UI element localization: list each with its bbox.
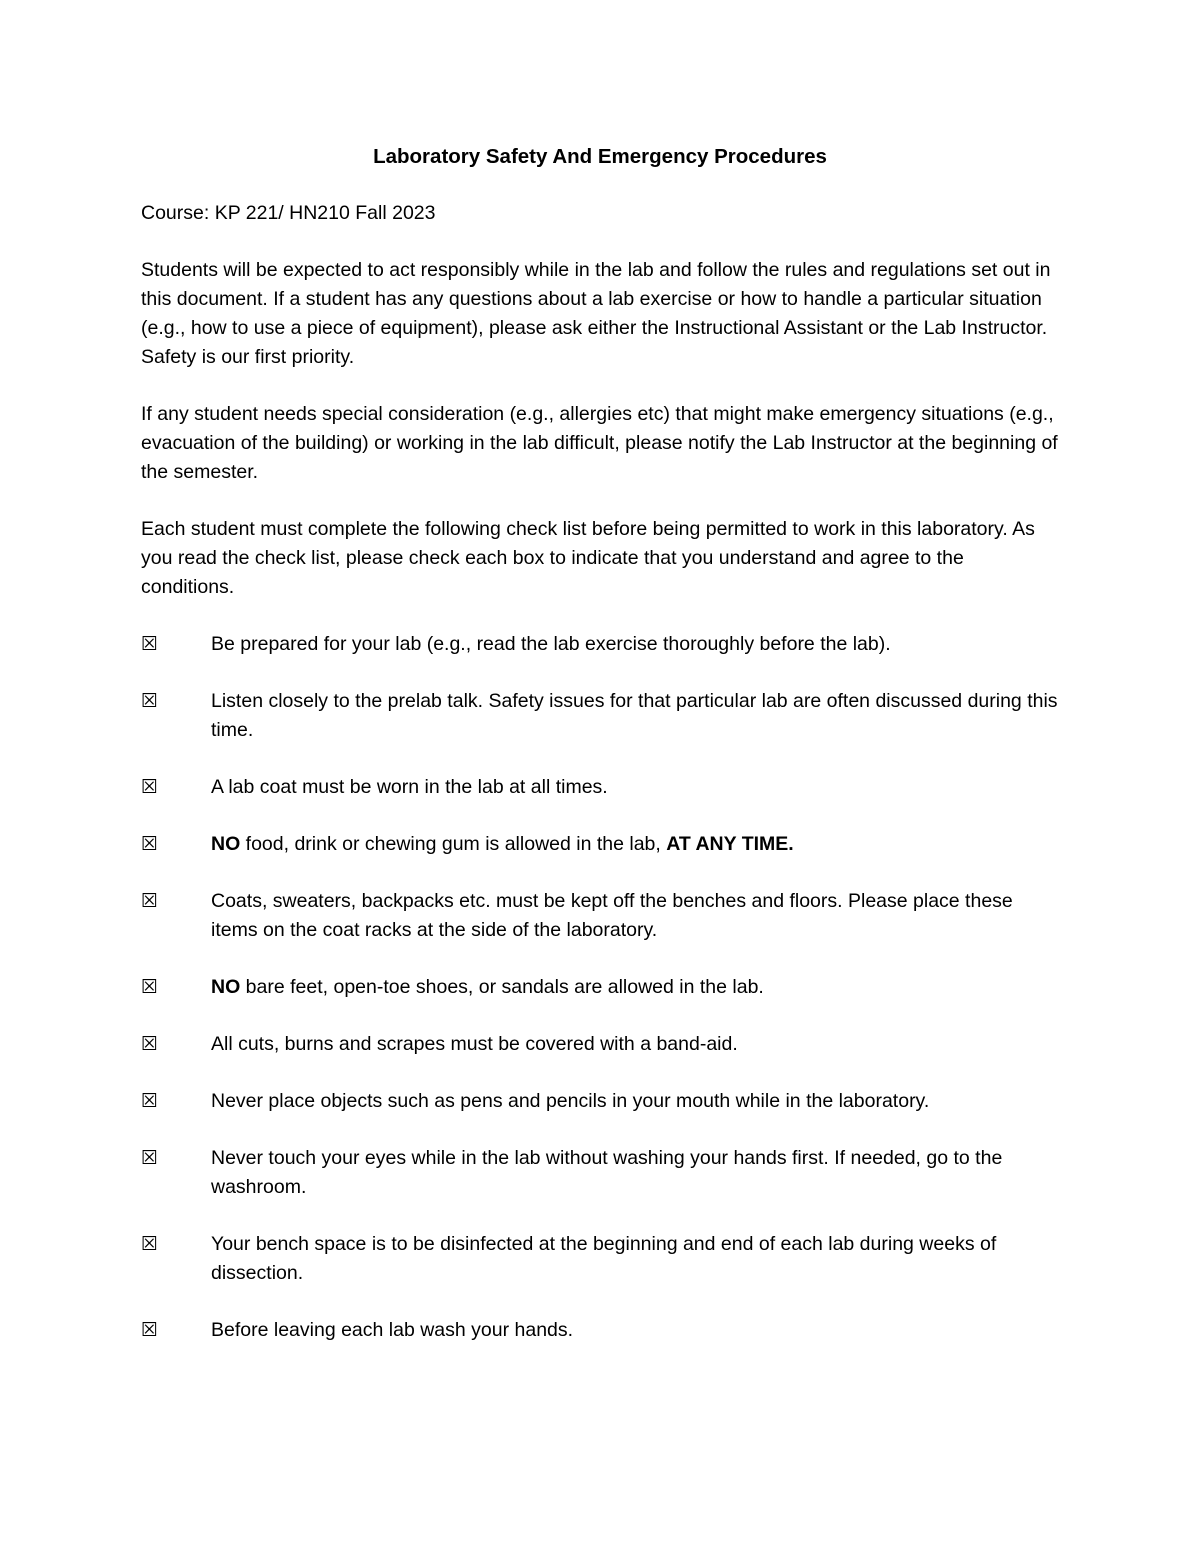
checklist-item-text: All cuts, burns and scrapes must be covered with a band-aid.: [211, 1033, 738, 1055]
checked-box-icon[interactable]: ☒: [141, 976, 159, 998]
checked-box-icon[interactable]: ☒: [141, 1033, 159, 1055]
checked-box-icon[interactable]: ☒: [141, 776, 159, 798]
checklist-item-text: Never touch your eyes while in the lab without washing your hands first. If needed, go to the washroom.: [211, 1147, 1003, 1198]
checklist-item: [141, 773, 1059, 802]
checked-box-icon[interactable]: ☒: [141, 1319, 159, 1341]
checklist-item: [141, 1087, 1059, 1116]
checked-box-icon[interactable]: ☒: [141, 690, 159, 712]
checked-box-icon[interactable]: ☒: [141, 890, 159, 912]
checklist-item: [141, 830, 1059, 859]
document-body: [141, 142, 1059, 1373]
checklist-instructions-paragraph: Each student must complete the following check list before being permitted to work in this laboratory. As you read the check list, please check each box to indicate that you understand and agree to the conditions.: [141, 518, 1035, 598]
checked-box-icon[interactable]: ☒: [141, 833, 159, 855]
checklist-item-text: Your bench space is to be disinfected at the beginning and end of each lab during weeks of dissection.: [211, 1233, 997, 1284]
checklist-item: [141, 687, 1059, 745]
checklist-item-text: [211, 830, 1059, 859]
checklist-item: [141, 973, 1059, 1002]
checklist-item-body: bare feet, open-toe shoes, or sandals are allowed in the lab.: [240, 976, 764, 998]
checklist-item: [141, 1230, 1059, 1288]
checked-box-icon[interactable]: ☒: [141, 1090, 159, 1112]
document-title: Laboratory Safety And Emergency Procedures: [373, 145, 827, 168]
intro-paragraph: Students will be expected to act responsibly while in the lab and follow the rules and regulations set out in this document. If a student has any questions about a lab exercise or how to handle a particular situation (e.g., how to use a piece of equipment), please ask either the Instructional Assistant or the Lab Instructor. Safety is our first priority.: [141, 259, 1051, 368]
checklist-item: [141, 1030, 1059, 1059]
safety-checklist: [141, 630, 1059, 1345]
checklist-item-text: Listen closely to the prelab talk. Safety issues for that particular lab are often discussed during this time.: [211, 690, 1058, 741]
emphasis-no: NO: [211, 976, 241, 998]
checklist-item: [141, 1316, 1059, 1345]
checked-box-icon[interactable]: ☒: [141, 633, 159, 655]
emphasis-at-any-time: AT ANY TIME.: [666, 833, 794, 855]
checklist-item-text: Coats, sweaters, backpacks etc. must be kept off the benches and floors. Please place these items on the coat racks at the side of the laboratory.: [211, 890, 1013, 941]
checklist-item-text: A lab coat must be worn in the lab at all times.: [211, 776, 608, 798]
emphasis-no: NO: [211, 833, 241, 855]
course-line: Course: KP 221/ HN210 Fall 2023: [141, 202, 436, 224]
checked-box-icon[interactable]: ☒: [141, 1147, 159, 1169]
checklist-item-body: food, drink or chewing gum is allowed in the lab,: [240, 833, 667, 855]
checklist-item-text: [211, 973, 1059, 1002]
checklist-item: [141, 887, 1059, 945]
checklist-item-text: Before leaving each lab wash your hands.: [211, 1319, 574, 1341]
checklist-item: [141, 630, 1059, 659]
checklist-item: [141, 1144, 1059, 1202]
checklist-item-text: Be prepared for your lab (e.g., read the lab exercise thoroughly before the lab).: [211, 633, 891, 655]
special-consideration-paragraph: If any student needs special consideration (e.g., allergies etc) that might make emergency situations (e.g., evacuation of the building) or working in the lab difficult, please notify the Lab Instructor at the beginning of the semester.: [141, 403, 1058, 483]
checklist-item-text: Never place objects such as pens and pencils in your mouth while in the laboratory.: [211, 1090, 930, 1112]
checked-box-icon[interactable]: ☒: [141, 1233, 159, 1255]
